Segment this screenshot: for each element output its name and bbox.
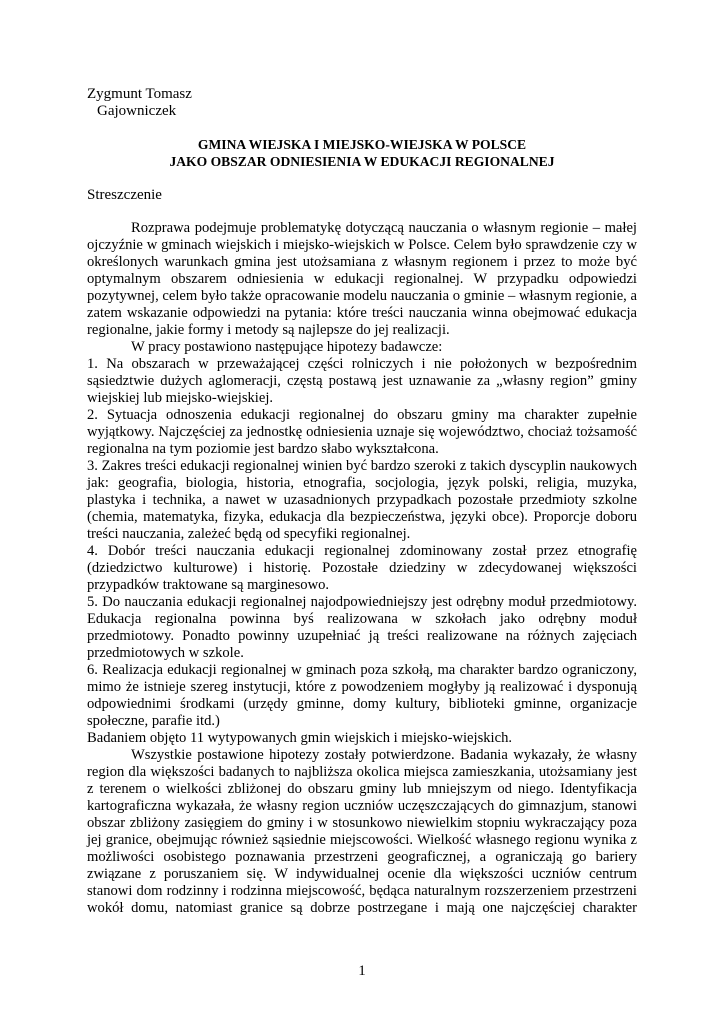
paragraph-results: Wszystkie postawione hipotezy zostały potwierdzone. Badania wykazały, że własny region dla większości badanych to najbliższa okolica miejsca zamieszkania, utożsamiany jest z terenem o wielkości zbliżonej do obszaru gminy lub mniejszym od niego. Identyfikacja kartograficzna wykazała, że własny region uczniów uczęszczających do gimnazjum, stanowi obszar zbliżony zasięgiem do gminy i w stosunkowo niewielkim stopniu wykraczający poza jej granice, obejmując również sąsiednie miejscowości. Wielkość własnego regionu wynika z możliwości osobistego poznawania przestrzeni geograficznej, a ograniczają go bariery związane z poruszaniem się. W indywidualnej ocenie dla większości uczniów centrum stanowi dom rodzinny i rodzinna miejscowość, będąca naturalnym rozszerzeniem przestrzeni wokół domu, natomiast granice są dobrze postrzegane i mają one najczęściej charakter bbox=[87, 747, 637, 916]
hypothesis-1: 1. Na obszarach w przeważającej części rolniczych i nie położonych w bezpośrednim sąsiedztwie dużych aglomeracji, częstą postawą jest uznawanie za „własny region” gminy wiejskiej lub miejsko-wiejskiej. bbox=[87, 356, 637, 406]
hypothesis-4: 4. Dobór treści nauczania edukacji regionalnej zdominowany został przez etnografię (dziedzictwo kulturowe) i historię. Pozostałe dziedziny w zdecydowanej większości przypadków traktowane są marginesowo. bbox=[87, 543, 637, 593]
title-line-2: JAKO OBSZAR ODNIESIENIA W EDUKACJI REGIONALNEJ bbox=[169, 154, 555, 169]
hypothesis-3: 3. Zakres treści edukacji regionalnej winien być bardzo szeroki z takich dyscyplin naukowych jak: geografia, biologia, historia, etnografia, socjologia, język polski, religia, muzyka, plastyka i technika, a nawet w uzasadnionych przypadkach pozostałe przedmioty szkolne (chemia, matematyka, fizyka, edukacja dla bezpieczeństwa, języki obce). Proporcje doboru treści nauczania, zależeć będą od specyfiki regionalnej. bbox=[87, 458, 637, 542]
abstract-body bbox=[87, 220, 637, 917]
page-number: 1 bbox=[358, 963, 366, 979]
author-name bbox=[87, 86, 192, 120]
hypothesis-5: 5. Do nauczania edukacji regionalnej najodpowiedniejszy jest odrębny moduł przedmiotowy. Edukacja regionalna powinna byś realizowana w szkołach jako odrębny moduł przedmiotowy. Ponadto powinny uzupełniać ją treści realizowane na różnych zajęciach przedmiotowych w szkole. bbox=[87, 594, 637, 661]
author-first-names: Zygmunt Tomasz bbox=[87, 86, 192, 102]
title-line-1: GMINA WIEJSKA I MIEJSKO-WIEJSKA W POLSCE bbox=[197, 137, 527, 152]
hypothesis-6: 6. Realizacja edukacji regionalnej w gminach poza szkołą, ma charakter bardzo ograniczony, mimo że istnieje szereg instytucji, które z powodzeniem mogłyby ją realizować i dysponują odpowiednimi środkami (urzędy gminne, domy kultury, biblioteki gminne, organizacje społeczne, parafie itd.) bbox=[87, 662, 637, 729]
paragraph-study-scope: Badaniem objęto 11 wytypowanych gmin wiejskich i miejsko-wiejskich. bbox=[87, 730, 513, 746]
author-surname: Gajowniczek bbox=[97, 103, 177, 119]
paragraph-intro: Rozprawa podejmuje problematykę dotyczącą nauczania o własnym regionie – małej ojczyźnie w gminach wiejskich i miejsko-wiejskich w Polsce. Celem było sprawdzenie czy w określonych warunkach gmina jest utożsamiana z własnym regionem i przez to może być optymalnym obszarem odniesienia w edukacji regionalnej. W przypadku odpowiedzi pozytywnej, celem było także opracowanie modelu nauczania o gminie – własnym regionie, a zatem wskazanie odpowiedzi na pytania: które treści nauczania winna obejmować edukacja regionalne, jakie formy i metody są najlepsze do jej realizacji. bbox=[87, 220, 637, 338]
paragraph-hypotheses-lead: W pracy postawiono następujące hipotezy badawcze: bbox=[131, 339, 443, 355]
document-title bbox=[87, 136, 637, 170]
hypothesis-2: 2. Sytuacja odnoszenia edukacji regionalnej do obszaru gminy ma charakter zupełnie wyjątkowy. Najczęściej za jednostkę odniesienia uznaje się województwo, chociaż tożsamość regionalna na tym poziomie jest bardzo słabo wykształcona. bbox=[87, 407, 637, 457]
section-heading: Streszczenie bbox=[87, 187, 162, 203]
